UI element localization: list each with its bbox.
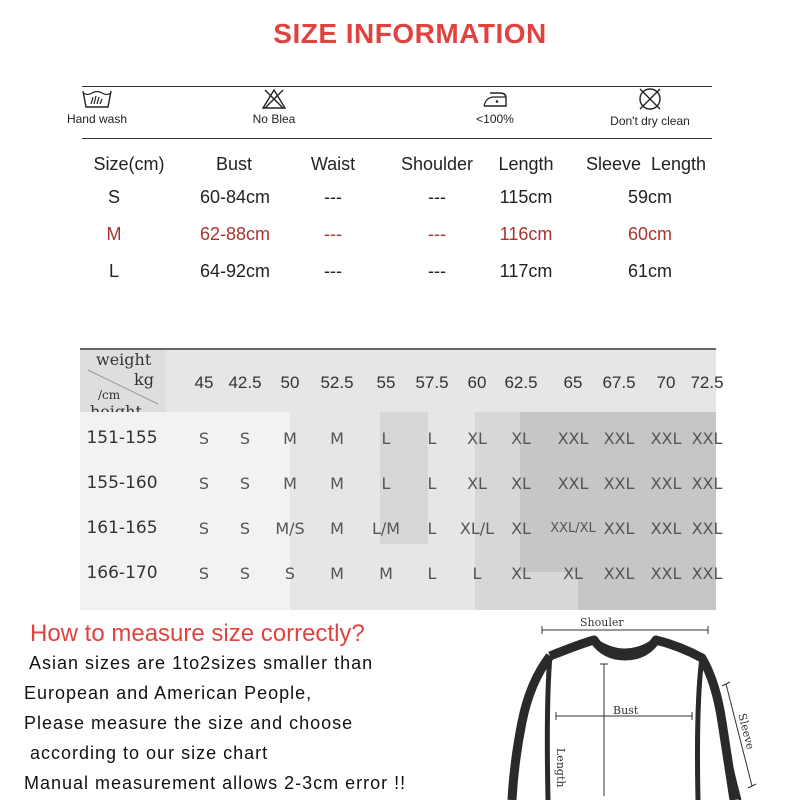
length-label: Length — [554, 748, 567, 788]
size-table-cell: 116cm — [499, 224, 553, 244]
size-cell: M — [330, 473, 344, 493]
size-table-cell: 62-88cm — [199, 224, 271, 244]
weight-header: 52.5 — [320, 373, 354, 392]
corner-/cm-label: /cm — [98, 388, 121, 402]
size-cell: S — [239, 518, 251, 538]
height-label: 155-160 — [86, 473, 158, 493]
corner-weight-label: weight — [96, 350, 152, 369]
size-table-cell: 115cm — [499, 187, 553, 207]
size-table-cell: M — [106, 224, 122, 244]
size-cell: XL — [467, 473, 487, 493]
size-table-cell: --- — [428, 224, 446, 244]
size-cell: XXL — [691, 473, 723, 493]
size-table-cell: 60cm — [627, 224, 672, 244]
measure-note-line: European and American People, — [24, 683, 313, 703]
size-table-cell: S — [107, 187, 120, 207]
size-cell: XXL — [650, 428, 682, 448]
size-table-cell: --- — [428, 261, 446, 281]
size-cell: XL — [563, 563, 583, 583]
weight-header: 55 — [376, 373, 396, 392]
chart-top-rule — [80, 348, 716, 350]
size-cell: M — [330, 428, 344, 448]
size-cell: L — [381, 428, 391, 448]
size-cell: L — [472, 563, 482, 583]
corner-diagonal — [80, 350, 166, 412]
size-cell: S — [284, 563, 296, 583]
measure-note-line: Asian sizes are 1to2sizes smaller than — [24, 653, 374, 673]
size-cell: S — [239, 563, 251, 583]
size-cell: S — [239, 428, 251, 448]
length-header: Length — [498, 154, 554, 174]
iron-icon — [478, 88, 512, 110]
size-cell: S — [198, 428, 210, 448]
size-cell: S — [198, 563, 210, 583]
size-table-cell: 64-92cm — [199, 261, 271, 281]
size-cell: M — [330, 563, 344, 583]
size-table-cell: --- — [428, 187, 446, 207]
care-no-bleach — [238, 88, 310, 126]
size-table-cell: 59cm — [627, 187, 672, 207]
sleeve-length-header: Sleeve Length — [585, 154, 707, 174]
divider-bottom — [82, 138, 712, 139]
size-cell: XL — [511, 428, 531, 448]
size-header: Size(cm) — [93, 154, 165, 174]
size-table-cell: --- — [324, 224, 342, 244]
size-cell: L — [427, 428, 437, 448]
size-cell: XL — [511, 518, 531, 538]
size-table-cell: --- — [324, 187, 342, 207]
shoulder-header: Shoulder — [400, 154, 474, 174]
weight-header: 65 — [563, 373, 583, 392]
size-cell: M — [283, 473, 297, 493]
shoulder-label: Shouler — [580, 616, 624, 629]
size-cell: XXL — [691, 428, 723, 448]
care-label: Hand wash — [66, 112, 128, 126]
size-table-cell: L — [108, 261, 119, 281]
size-cell: XL — [511, 563, 531, 583]
sleeve-label: Sleeve — [735, 712, 757, 751]
size-cell: M — [379, 563, 393, 583]
care-iron — [466, 88, 524, 126]
weight-header: 72.5 — [690, 373, 724, 392]
care-label: <100% — [476, 112, 514, 126]
size-cell: XXL — [650, 563, 682, 583]
weight-header: 62.5 — [504, 373, 538, 392]
size-table-cell: 117cm — [499, 261, 553, 281]
size-table-cell: 60-84cm — [199, 187, 271, 207]
size-cell: XXL — [603, 518, 635, 538]
measure-note-line: Manual measurement allows 2-3cm error !! — [24, 773, 407, 793]
waist-header: Waist — [310, 154, 356, 174]
size-cell: L — [427, 473, 437, 493]
size-cell: S — [198, 473, 210, 493]
corner-kg-label: kg — [134, 370, 154, 389]
size-cell: XL — [467, 428, 487, 448]
size-cell: XXL — [557, 428, 589, 448]
care-label: Don't dry clean — [610, 114, 690, 128]
height-label: 161-165 — [86, 518, 158, 538]
size-table-cell: --- — [324, 261, 342, 281]
height-label: 151-155 — [86, 428, 158, 448]
size-cell: M — [330, 518, 344, 538]
care-label: No Blea — [252, 112, 296, 126]
weight-header: 60 — [467, 373, 487, 392]
weight-header: 45 — [194, 373, 214, 392]
size-cell: XXL — [603, 428, 635, 448]
care-no-dry-clean — [598, 86, 702, 128]
size-cell: XXL — [691, 563, 723, 583]
size-cell: XXL — [603, 563, 635, 583]
hand-wash-icon — [80, 88, 114, 110]
size-cell: XL/L — [459, 518, 495, 538]
no-dry-clean-icon — [637, 86, 663, 112]
height-label: 166-170 — [86, 563, 158, 583]
size-cell: XXL — [650, 518, 682, 538]
size-cell: S — [198, 518, 210, 538]
bust-header: Bust — [215, 154, 253, 174]
size-cell: XXL — [603, 473, 635, 493]
size-cell: S — [239, 473, 251, 493]
size-cell: L — [427, 518, 437, 538]
size-cell: L/M — [371, 518, 401, 538]
bust-label: Bust — [613, 704, 639, 717]
size-cell: XL — [511, 473, 531, 493]
measure-note-line: Please measure the size and choose — [24, 713, 354, 733]
care-hand-wash — [60, 88, 134, 126]
measure-note-line: according to our size chart — [24, 743, 269, 763]
size-cell: XXL — [557, 473, 589, 493]
measurement-diagram — [490, 612, 790, 800]
size-cell: M/S — [275, 518, 305, 538]
size-cell: XXL — [650, 473, 682, 493]
size-cell: XXL — [691, 518, 723, 538]
size-cell: M — [283, 428, 297, 448]
measure-title: How to measure size correctly? — [30, 620, 365, 647]
size-table-cell: 61cm — [627, 261, 672, 281]
weight-header: 42.5 — [228, 373, 262, 392]
weight-header: 70 — [656, 373, 676, 392]
page-title: SIZE INFORMATION — [273, 18, 547, 49]
weight-header: 57.5 — [415, 373, 449, 392]
weight-header: 67.5 — [602, 373, 636, 392]
no-bleach-icon — [261, 88, 287, 110]
size-cell: XXL/XL — [550, 520, 596, 536]
weight-height-chart — [80, 350, 724, 610]
size-cell: L — [381, 473, 391, 493]
weight-header: 50 — [280, 373, 300, 392]
size-cell: L — [427, 563, 437, 583]
